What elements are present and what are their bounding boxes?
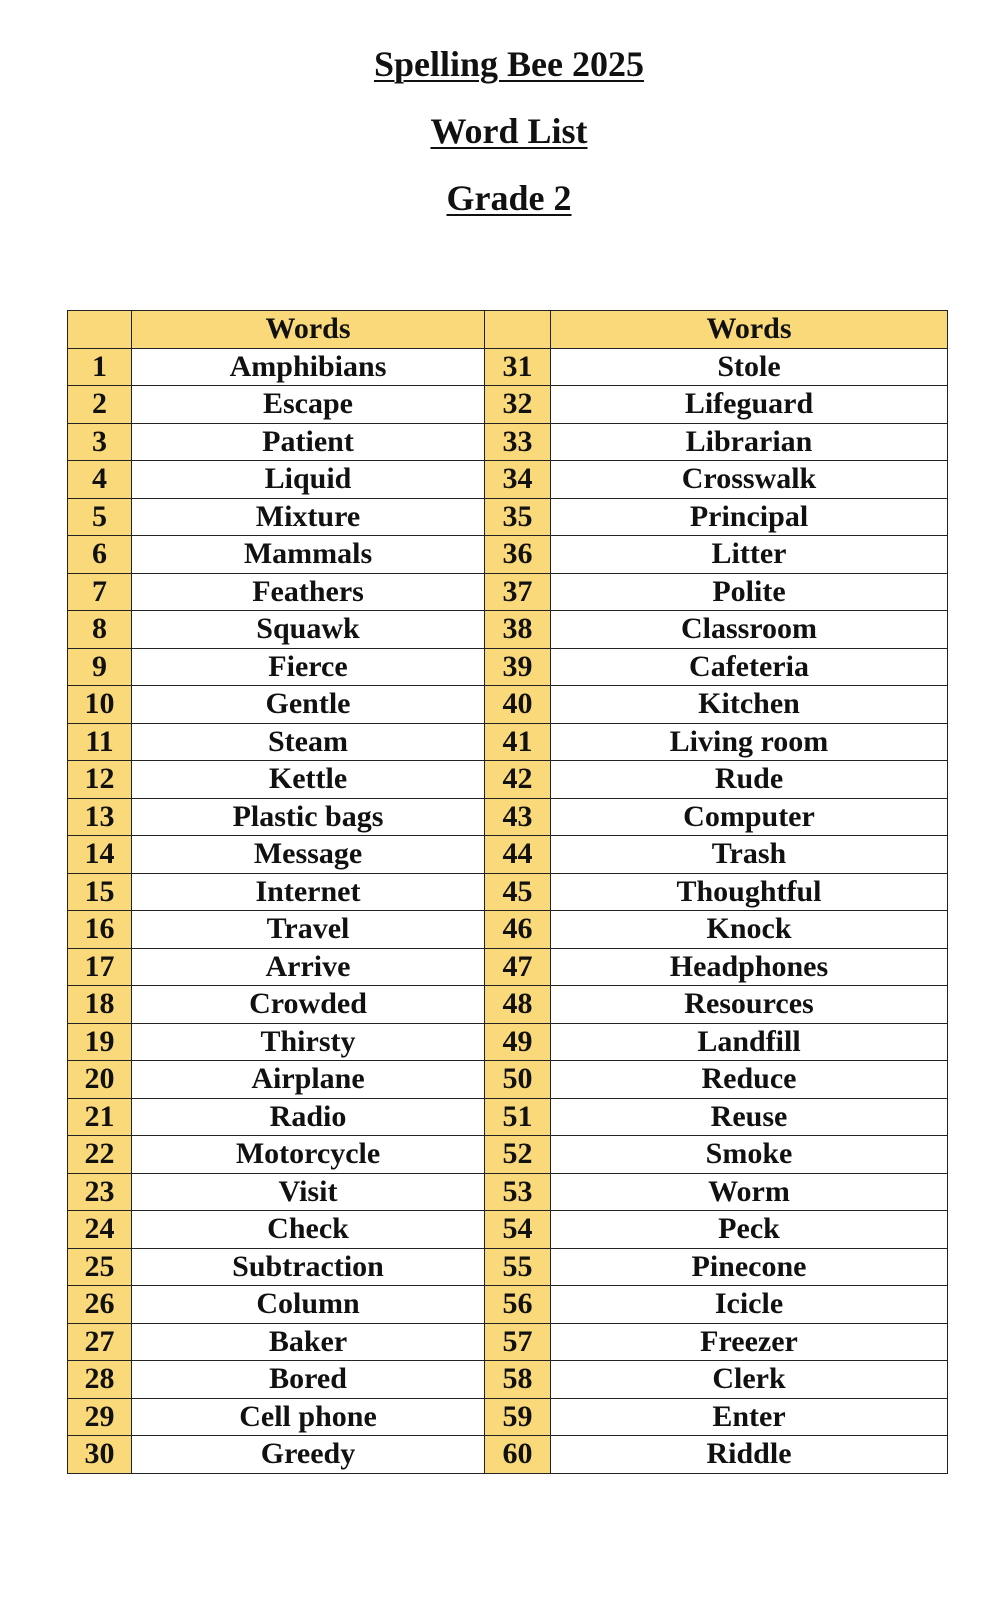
table-row	[68, 1398, 948, 1436]
row-number-right: 44	[485, 836, 551, 874]
word-right: Pinecone	[551, 1248, 948, 1286]
table-row	[68, 1323, 948, 1361]
row-number-left: 6	[68, 536, 132, 574]
table-row	[68, 1098, 948, 1136]
word-right: Litter	[551, 536, 948, 574]
document-title: Spelling Bee 2025	[373, 44, 645, 84]
word-left: Travel	[132, 911, 485, 949]
row-number-right: 51	[485, 1098, 551, 1136]
row-number-left: 21	[68, 1098, 132, 1136]
header-words-left: Words	[132, 311, 485, 349]
row-number-right: 32	[485, 386, 551, 424]
row-number-left: 9	[68, 648, 132, 686]
row-number-left: 16	[68, 911, 132, 949]
word-right: Lifeguard	[551, 386, 948, 424]
word-left: Thirsty	[132, 1023, 485, 1061]
table-row	[68, 1173, 948, 1211]
row-number-right: 39	[485, 648, 551, 686]
row-number-left: 27	[68, 1323, 132, 1361]
row-number-left: 28	[68, 1361, 132, 1399]
row-number-right: 34	[485, 461, 551, 499]
row-number-right: 52	[485, 1136, 551, 1174]
table-row	[68, 1211, 948, 1249]
row-number-left: 13	[68, 798, 132, 836]
word-left: Column	[132, 1286, 485, 1324]
grade-label: Grade 2	[446, 178, 572, 218]
row-number-right: 45	[485, 873, 551, 911]
word-left: Mixture	[132, 498, 485, 536]
table-row	[68, 648, 948, 686]
row-number-left: 25	[68, 1248, 132, 1286]
word-right: Reduce	[551, 1061, 948, 1099]
table-row	[68, 761, 948, 799]
row-number-left: 11	[68, 723, 132, 761]
word-right: Librarian	[551, 423, 948, 461]
table-row	[68, 873, 948, 911]
word-right: Smoke	[551, 1136, 948, 1174]
table-row	[68, 1436, 948, 1474]
word-left: Mammals	[132, 536, 485, 574]
word-left: Radio	[132, 1098, 485, 1136]
row-number-left: 15	[68, 873, 132, 911]
row-number-left: 26	[68, 1286, 132, 1324]
word-left: Motorcycle	[132, 1136, 485, 1174]
word-left: Subtraction	[132, 1248, 485, 1286]
table-row	[68, 911, 948, 949]
table-row	[68, 461, 948, 499]
word-right: Enter	[551, 1398, 948, 1436]
word-left: Escape	[132, 386, 485, 424]
word-right: Crosswalk	[551, 461, 948, 499]
table-row	[68, 1361, 948, 1399]
row-number-left: 30	[68, 1436, 132, 1474]
header-number-right	[485, 311, 551, 349]
row-number-left: 8	[68, 611, 132, 649]
word-list-table	[67, 310, 948, 1474]
row-number-left: 24	[68, 1211, 132, 1249]
row-number-left: 4	[68, 461, 132, 499]
table-row	[68, 686, 948, 724]
word-right: Icicle	[551, 1286, 948, 1324]
table-body	[68, 348, 948, 1473]
word-right: Peck	[551, 1211, 948, 1249]
word-right: Principal	[551, 498, 948, 536]
row-number-left: 1	[68, 348, 132, 386]
table-row	[68, 798, 948, 836]
row-number-right: 31	[485, 348, 551, 386]
row-number-left: 7	[68, 573, 132, 611]
word-right: Stole	[551, 348, 948, 386]
row-number-left: 23	[68, 1173, 132, 1211]
row-number-left: 20	[68, 1061, 132, 1099]
row-number-right: 60	[485, 1436, 551, 1474]
row-number-right: 35	[485, 498, 551, 536]
table-row	[68, 573, 948, 611]
table-row	[68, 1023, 948, 1061]
word-right: Headphones	[551, 948, 948, 986]
word-right: Rude	[551, 761, 948, 799]
word-right: Thoughtful	[551, 873, 948, 911]
table-row	[68, 986, 948, 1024]
table-row	[68, 348, 948, 386]
document-subtitle: Word List	[430, 111, 588, 151]
row-number-right: 48	[485, 986, 551, 1024]
row-number-right: 36	[485, 536, 551, 574]
word-right: Kitchen	[551, 686, 948, 724]
row-number-right: 59	[485, 1398, 551, 1436]
word-right: Cafeteria	[551, 648, 948, 686]
row-number-left: 2	[68, 386, 132, 424]
word-left: Check	[132, 1211, 485, 1249]
word-left: Message	[132, 836, 485, 874]
table-row	[68, 423, 948, 461]
row-number-left: 10	[68, 686, 132, 724]
row-number-right: 58	[485, 1361, 551, 1399]
word-right: Clerk	[551, 1361, 948, 1399]
word-right: Resources	[551, 986, 948, 1024]
word-left: Patient	[132, 423, 485, 461]
word-left: Airplane	[132, 1061, 485, 1099]
word-left: Amphibians	[132, 348, 485, 386]
word-right: Computer	[551, 798, 948, 836]
word-right: Polite	[551, 573, 948, 611]
word-left: Squawk	[132, 611, 485, 649]
word-right: Classroom	[551, 611, 948, 649]
header-number-left	[68, 311, 132, 349]
table-row	[68, 498, 948, 536]
row-number-left: 12	[68, 761, 132, 799]
row-number-left: 19	[68, 1023, 132, 1061]
word-left: Arrive	[132, 948, 485, 986]
word-left: Visit	[132, 1173, 485, 1211]
word-right: Living room	[551, 723, 948, 761]
word-left: Steam	[132, 723, 485, 761]
word-left: Baker	[132, 1323, 485, 1361]
word-right: Freezer	[551, 1323, 948, 1361]
row-number-right: 41	[485, 723, 551, 761]
word-left: Feathers	[132, 573, 485, 611]
word-left: Cell phone	[132, 1398, 485, 1436]
word-left: Plastic bags	[132, 798, 485, 836]
word-left: Bored	[132, 1361, 485, 1399]
table-row	[68, 1061, 948, 1099]
word-left: Fierce	[132, 648, 485, 686]
table-row	[68, 1248, 948, 1286]
row-number-right: 46	[485, 911, 551, 949]
table-row	[68, 1286, 948, 1324]
word-right: Knock	[551, 911, 948, 949]
row-number-right: 33	[485, 423, 551, 461]
row-number-left: 17	[68, 948, 132, 986]
word-left: Greedy	[132, 1436, 485, 1474]
row-number-right: 49	[485, 1023, 551, 1061]
word-right: Worm	[551, 1173, 948, 1211]
table-row	[68, 1136, 948, 1174]
word-left: Liquid	[132, 461, 485, 499]
row-number-left: 18	[68, 986, 132, 1024]
word-left: Kettle	[132, 761, 485, 799]
word-right: Riddle	[551, 1436, 948, 1474]
row-number-left: 3	[68, 423, 132, 461]
word-left: Crowded	[132, 986, 485, 1024]
word-right: Landfill	[551, 1023, 948, 1061]
word-right: Trash	[551, 836, 948, 874]
row-number-right: 40	[485, 686, 551, 724]
row-number-left: 14	[68, 836, 132, 874]
table-row	[68, 611, 948, 649]
header-words-right: Words	[551, 311, 948, 349]
row-number-right: 43	[485, 798, 551, 836]
row-number-right: 50	[485, 1061, 551, 1099]
table-row	[68, 723, 948, 761]
word-left: Gentle	[132, 686, 485, 724]
row-number-left: 5	[68, 498, 132, 536]
row-number-right: 37	[485, 573, 551, 611]
table-row	[68, 836, 948, 874]
row-number-right: 42	[485, 761, 551, 799]
word-left: Internet	[132, 873, 485, 911]
row-number-right: 57	[485, 1323, 551, 1361]
row-number-right: 53	[485, 1173, 551, 1211]
table-row	[68, 386, 948, 424]
table-header-row	[68, 311, 948, 349]
row-number-left: 29	[68, 1398, 132, 1436]
row-number-right: 47	[485, 948, 551, 986]
row-number-right: 55	[485, 1248, 551, 1286]
row-number-left: 22	[68, 1136, 132, 1174]
table-row	[68, 536, 948, 574]
row-number-right: 56	[485, 1286, 551, 1324]
row-number-right: 38	[485, 611, 551, 649]
table-row	[68, 948, 948, 986]
word-right: Reuse	[551, 1098, 948, 1136]
row-number-right: 54	[485, 1211, 551, 1249]
